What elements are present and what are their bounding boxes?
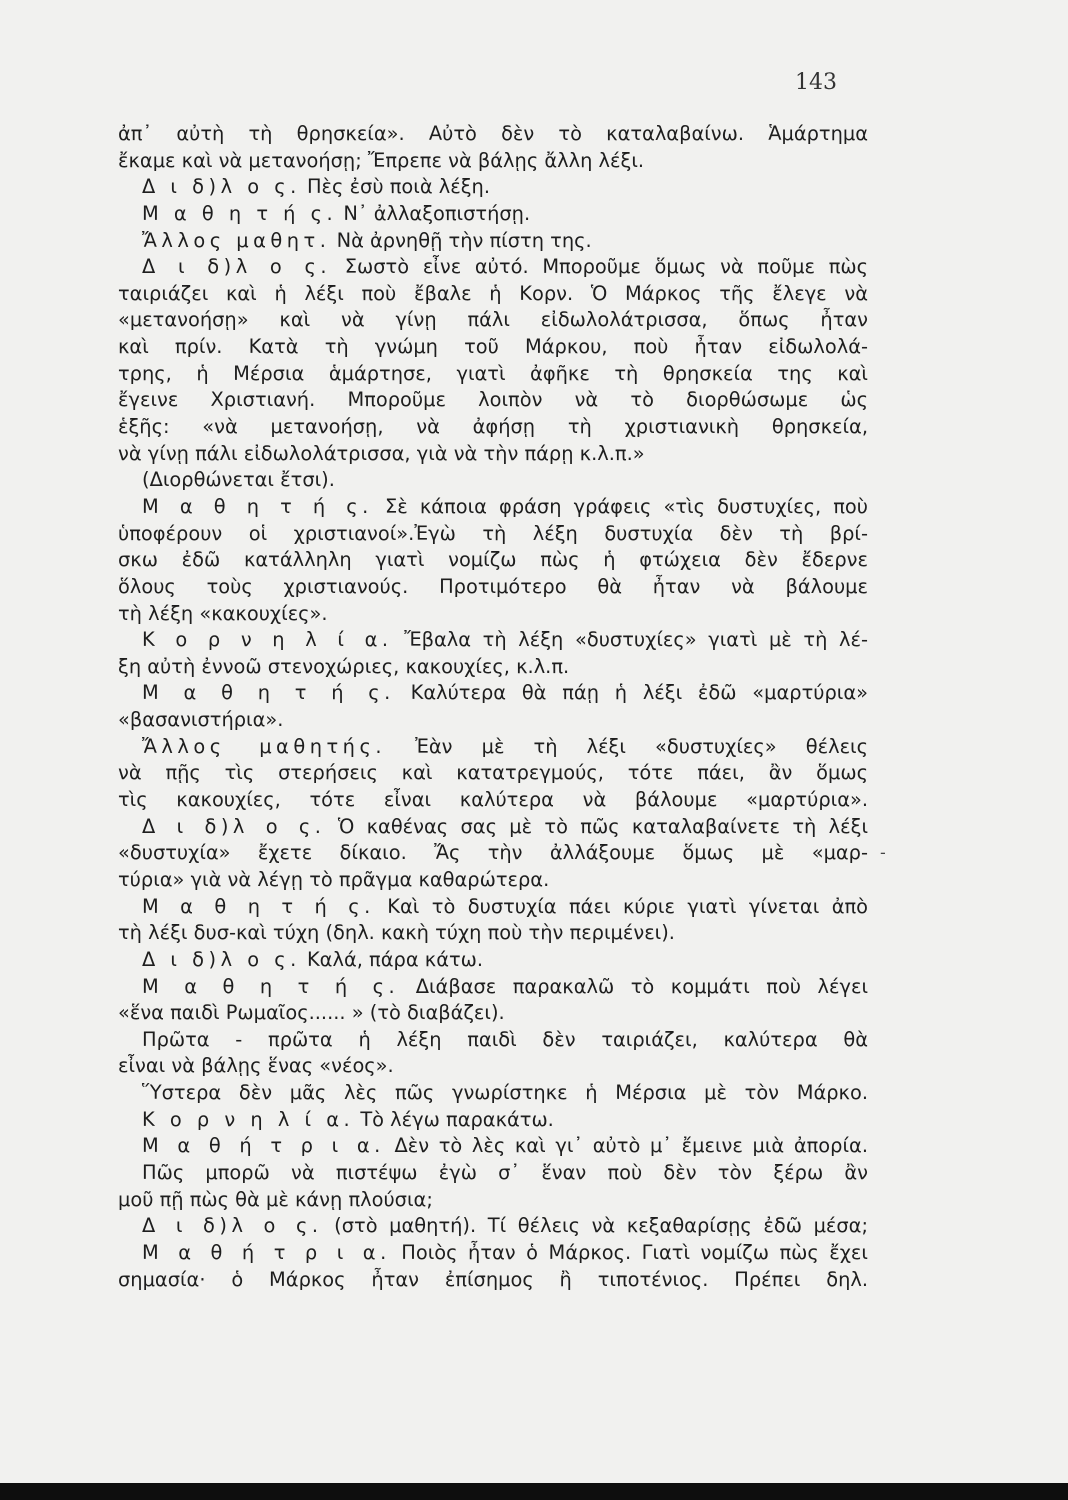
text-line: Μ α θ η τ ή ς. Καὶ τὸ δυστυχία πάει κύριε γιατὶ γίνεται ἀπὸ [142, 894, 869, 918]
body-text [118, 121, 868, 1293]
text-line: Δ ι δ)λ ο ς. Καλά, πάρα κάτω. [142, 947, 484, 971]
text-line: μοῦ πῇ πὼς θὰ μὲ κάνῃ πλούσια; [118, 1187, 433, 1211]
text-line: Μ α θ η τ ή ς. Σὲ κάποια φράση γράφεις «τὶς δυστυχίες, ποὺ [142, 494, 869, 518]
text-line: Πῶς μπορῶ νὰ πιστέψω ἐγὼ σ᾽ ἕναν ποὺ δὲν τὸν ξέρω ἂν [142, 1160, 868, 1184]
text-line: ἔκαμε καὶ νὰ μετανοήσῃ; Ἔπρεπε νὰ βάλῃς ἄλλη λέξι. [118, 148, 645, 172]
text-line: ὅλους τοὺς χριστιανούς. Προτιμότερο θὰ ἦταν νὰ βάλουμε [118, 574, 868, 598]
text-line: Μ α θ ή τ ρ ι α. Δὲν τὸ λὲς καὶ γι᾽ αὐτὸ μ᾽ ἔμεινε μιὰ ἀπορία. [142, 1134, 868, 1158]
margin-mark: - [880, 843, 886, 862]
text-line: νὰ γίνῃ πάλι εἰδωλολάτρισσα, γιὰ νὰ τὴν πάρῃ κ.λ.π.» [118, 441, 645, 465]
text-line: Μ α θ η τ ή ς. Καλύτερα θὰ πάῃ ἡ λέξι ἐδῶ «μαρτύρια» [142, 681, 868, 705]
text-line: τρης, ἡ Μέρσια ἁμάρτησε, γιατὶ ἀφῆκε τὴ θρησκεία της καὶ [118, 361, 868, 385]
text-line: Κ ο ρ ν η λ ί α. Ἔβαλα τὴ λέξη «δυστυχίες» γιατὶ μὲ τὴ λέ- [142, 628, 868, 652]
page-number: 143 [795, 70, 837, 95]
text-line: «δυστυχία» ἔχετε δίκαιο. Ἄς τὴν ἀλλάξουμε ὅμως μὲ «μαρ- [118, 841, 868, 865]
scan-bottom-edge [0, 1483, 1068, 1500]
text-line: σημασία· ὁ Μάρκος ἦταν ἐπίσημος ἢ τιποτένιος. Πρέπει δηλ. [118, 1267, 868, 1291]
text-line: ταιριάζει καὶ ἡ λέξι ποὺ ἔβαλε ἡ Κορν. Ὁ Μάρκος τῆς ἔλεγε νὰ [118, 281, 868, 305]
text-line: ξη αὐτὴ ἐννοῶ στενοχώριες, κακουχίες, κ.λ.π. [118, 654, 570, 678]
text-line: Μ α θ η τ ή ς. Ν᾽ ἀλλαξοπιστήσῃ. [142, 201, 531, 225]
text-line: Ἄλλος μαθητ. Νὰ ἀρνηθῇ τὴν πίστη της. [142, 228, 592, 252]
text-line: Δ ι δ)λ ο ς. Σωστὸ εἶνε αὐτό. Μποροῦμε ὅμως νὰ ποῦμε πὼς [142, 255, 868, 279]
text-line: καὶ πρίν. Κατὰ τὴ γνώμη τοῦ Μάρκου, ποὺ ἦταν εἰδωλολά- [118, 335, 868, 359]
text-line: ἑξῆς: «νὰ μετανοήσῃ, νὰ ἀφήσῃ τὴ χριστιανικὴ θρησκεία, [118, 415, 868, 439]
text-line: Μ α θ ή τ ρ ι α. Ποιὸς ἦταν ὁ Μάρκος. Γιατὶ νομίζω πὼς ἔχει [142, 1240, 868, 1264]
text-line: ἀπ᾽ αὐτὴ τὴ θρησκεία». Αὐτὸ δὲν τὸ καταλαβαίνω. Ἁμάρτημα [118, 122, 868, 145]
text-line: τὴ λέξη «κακουχίες». [118, 601, 328, 625]
text-line: εἶναι νὰ βάλῃς ἕνας «νέος». [118, 1054, 394, 1078]
text-line: Ἄλλος μαθητής. Ἐὰν μὲ τὴ λέξι «δυστυχίες» θέλεις [142, 734, 868, 758]
text-line: ἔγεινε Χριστιανή. Μποροῦμε λοιπὸν νὰ τὸ διορθώσωμε ὡς [118, 388, 868, 412]
text-line: Ὕστερα δὲν μᾶς λὲς πῶς γνωρίστηκε ἡ Μέρσια μὲ τὸν Μάρκο. [142, 1081, 868, 1105]
text-line: «ἕνα παιδὶ Ρωμαῖος...... » (τὸ διαβάζει). [118, 1001, 505, 1025]
text-line: «βασανιστήρια». [118, 708, 284, 732]
text-line: Δ ι δ)λ ο ς. Πὲς ἐσὺ ποιὰ λέξη. [142, 175, 490, 199]
text-line: σκω ἐδῶ κατάλληλη γιατὶ νομίζω πὼς ἡ φτώχεια δὲν ἔδερνε [118, 548, 868, 572]
text-line: Μ α θ η τ ή ς. Διάβασε παρακαλῶ τὸ κομμάτι ποὺ λέγει [142, 974, 869, 998]
text-line: Πρῶτα - πρῶτα ἡ λέξη παιδὶ δὲν ταιριάζει, καλύτερα θὰ [142, 1027, 868, 1051]
text-line: τὴ λέξι δυσ-καὶ τύχη (δηλ. κακὴ τύχη ποὺ τὴν περιμένει). [118, 921, 675, 945]
text-line: «μετανοήσῃ» καὶ νὰ γίνῃ πάλι εἰδωλολάτρισσα, ὅπως ἦταν [118, 308, 868, 332]
text-line: Δ ι δ)λ ο ς. (στὸ μαθητή). Τί θέλεις νὰ κεξαθαρίσῃς ἐδῶ μέσα; [142, 1214, 869, 1238]
text-line: Δ ι δ)λ ο ς. Ὁ καθένας σας μὲ τὸ πῶς καταλαβαίνετε τὴ λέξι [142, 814, 869, 838]
text-line: τύρια» γιὰ νὰ λέγῃ τὸ πρᾶγμα καθαρώτερα. [118, 867, 550, 891]
text-line: ὑποφέρουν οἱ χριστιανοί».Ἐγὼ τὴ λέξη δυστυχία δὲν τὴ βρί- [118, 521, 868, 545]
text-line: τὶς κακουχίες, τότε εἶναι καλύτερα νὰ βάλουμε «μαρτύρια». [118, 788, 868, 812]
text-line: (Διορθώνεται ἔτσι). [142, 468, 335, 492]
text-line: Κ ο ρ ν η λ ί α. Τὸ λέγω παρακάτω. [142, 1107, 554, 1131]
text-line: νὰ πῇς τὶς στερήσεις καὶ κατατρεγμούς, τότε πάει, ἂν ὅμως [118, 761, 868, 785]
